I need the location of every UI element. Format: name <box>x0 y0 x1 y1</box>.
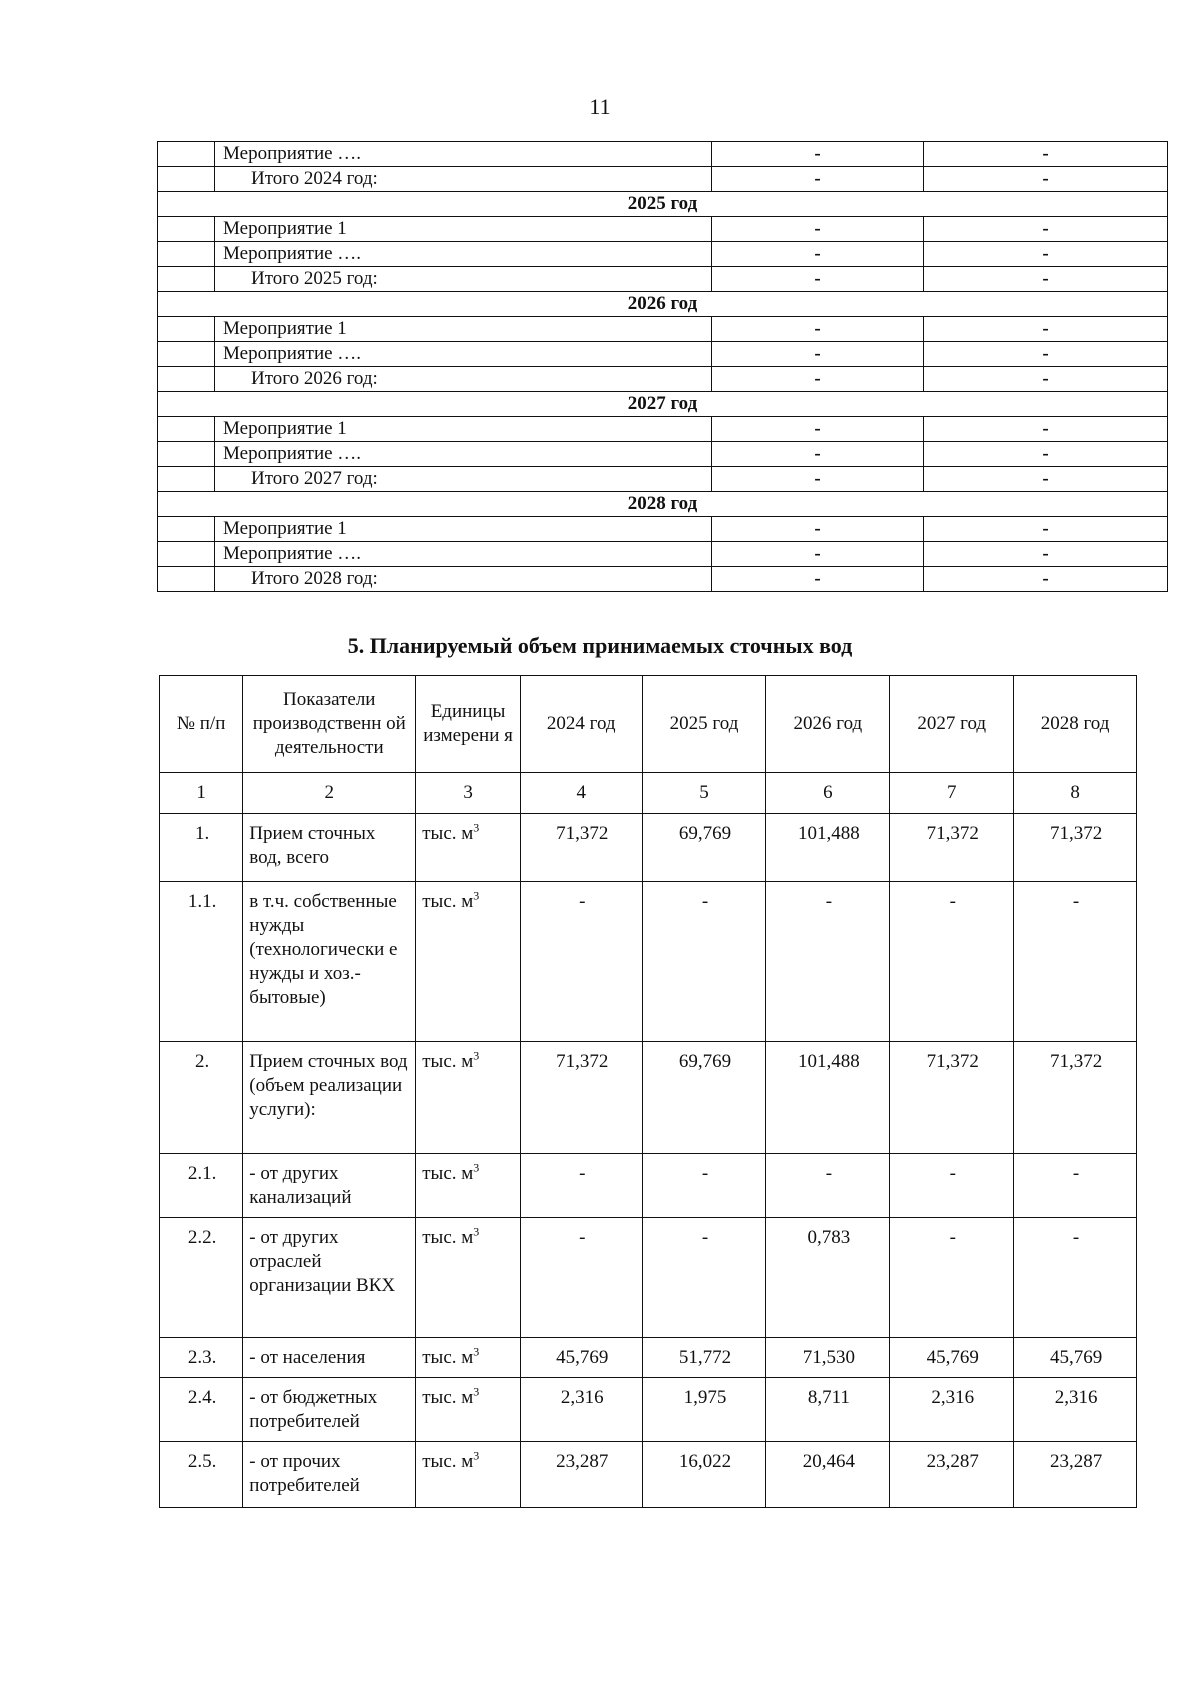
row-number-cell <box>158 217 215 242</box>
unit-text: тыс. м <box>422 1227 474 1248</box>
row-number-cell <box>158 142 215 167</box>
value-cell: 45,769 <box>520 1338 642 1378</box>
value-cell: 71,372 <box>520 814 642 882</box>
value-cell: - <box>1014 1218 1137 1338</box>
value-cell: 23,287 <box>520 1442 642 1508</box>
unit-exponent: 3 <box>473 820 480 835</box>
value-cell: - <box>924 267 1168 292</box>
value-cell: - <box>924 217 1168 242</box>
measure-label: Мероприятие 1 <box>215 217 712 242</box>
value-cell: - <box>890 882 1014 1042</box>
indicator-name: в т.ч. собственные нужды (технологически е нужды и хоз.- бытовые) <box>243 882 416 1042</box>
plan-row <box>158 317 1168 342</box>
table-row <box>160 1218 1137 1338</box>
unit-exponent: 3 <box>473 1160 480 1175</box>
value-cell: 2,316 <box>890 1378 1014 1442</box>
value-cell: - <box>712 242 924 267</box>
row-number: 1.1. <box>160 882 243 1042</box>
column-index: 4 <box>520 773 642 814</box>
value-cell: 23,287 <box>890 1442 1014 1508</box>
column-index: 7 <box>890 773 1014 814</box>
value-cell: - <box>924 242 1168 267</box>
unit-cell <box>416 1442 521 1508</box>
plan-row <box>158 242 1168 267</box>
value-cell: 101,488 <box>766 814 890 882</box>
plan-row <box>158 342 1168 367</box>
value-cell: 101,488 <box>766 1042 890 1154</box>
value-cell: 69,769 <box>642 1042 766 1154</box>
value-cell: - <box>642 1154 766 1218</box>
plan-table-body <box>158 142 1168 592</box>
total-label: Итого 2024 год: <box>215 167 712 192</box>
plan-row <box>158 142 1168 167</box>
plan-row <box>158 367 1168 392</box>
column-header: 2026 год <box>766 676 890 773</box>
row-number: 2.1. <box>160 1154 243 1218</box>
measure-label: Мероприятие …. <box>215 442 712 467</box>
row-number-cell <box>158 442 215 467</box>
plan-row <box>158 467 1168 492</box>
unit-cell <box>416 1338 521 1378</box>
row-number: 2.2. <box>160 1218 243 1338</box>
plan-row <box>158 167 1168 192</box>
value-cell: - <box>712 517 924 542</box>
year-row <box>158 192 1168 217</box>
unit-text: тыс. м <box>422 1163 474 1184</box>
value-cell: - <box>924 442 1168 467</box>
table-row <box>160 1338 1137 1378</box>
plan-row <box>158 517 1168 542</box>
column-header: 2025 год <box>642 676 766 773</box>
row-number-cell <box>158 342 215 367</box>
row-number-cell <box>158 167 215 192</box>
value-cell: - <box>712 342 924 367</box>
value-cell: - <box>924 517 1168 542</box>
value-cell: - <box>712 267 924 292</box>
plan-row <box>158 217 1168 242</box>
plan-row <box>158 542 1168 567</box>
measure-label: Мероприятие …. <box>215 242 712 267</box>
unit-cell <box>416 1378 521 1442</box>
unit-cell <box>416 882 521 1042</box>
value-cell: - <box>924 542 1168 567</box>
measure-label: Мероприятие …. <box>215 542 712 567</box>
table-row <box>160 1442 1137 1508</box>
unit-text: тыс. м <box>422 1051 474 1072</box>
value-cell: - <box>924 142 1168 167</box>
unit-cell <box>416 1154 521 1218</box>
year-heading: 2025 год <box>158 192 1168 217</box>
indicator-name: - от прочих потребителей <box>243 1442 416 1508</box>
row-number-cell <box>158 467 215 492</box>
header-row <box>160 676 1137 773</box>
unit-exponent: 3 <box>473 1224 480 1239</box>
plan-row <box>158 567 1168 592</box>
plan-row <box>158 442 1168 467</box>
table-row <box>160 1378 1137 1442</box>
total-label: Итого 2026 год: <box>215 367 712 392</box>
value-cell: 69,769 <box>642 814 766 882</box>
volume-table <box>159 675 1137 1508</box>
value-cell: 71,372 <box>890 814 1014 882</box>
value-cell: - <box>712 542 924 567</box>
value-cell: - <box>520 1154 642 1218</box>
row-number: 2.5. <box>160 1442 243 1508</box>
section-title: 5. Планируемый объем принимаемых сточных вод <box>347 633 853 658</box>
unit-text: тыс. м <box>422 823 474 844</box>
value-cell: 16,022 <box>642 1442 766 1508</box>
plan-table <box>157 141 1168 592</box>
value-cell: 2,316 <box>520 1378 642 1442</box>
column-index: 6 <box>766 773 890 814</box>
value-cell: - <box>712 417 924 442</box>
row-number-cell <box>158 317 215 342</box>
table-row <box>160 1042 1137 1154</box>
unit-cell <box>416 814 521 882</box>
table-row <box>160 814 1137 882</box>
unit-exponent: 3 <box>473 888 480 903</box>
year-row <box>158 292 1168 317</box>
value-cell: - <box>1014 1154 1137 1218</box>
value-cell: - <box>642 882 766 1042</box>
value-cell: - <box>712 167 924 192</box>
row-number: 2. <box>160 1042 243 1154</box>
indicator-name: Прием сточных вод (объем реализации услуги): <box>243 1042 416 1154</box>
value-cell: 23,287 <box>1014 1442 1137 1508</box>
unit-exponent: 3 <box>473 1384 480 1399</box>
value-cell: - <box>712 142 924 167</box>
indicator-name: - от населения <box>243 1338 416 1378</box>
unit-exponent: 3 <box>473 1448 480 1463</box>
year-heading: 2027 год <box>158 392 1168 417</box>
column-header: № п/п <box>160 676 243 773</box>
column-header: 2027 год <box>890 676 1014 773</box>
measure-label: Мероприятие 1 <box>215 317 712 342</box>
value-cell: 45,769 <box>1014 1338 1137 1378</box>
plan-row <box>158 267 1168 292</box>
column-header: Показатели производственн ой деятельности <box>243 676 416 773</box>
value-cell: - <box>924 367 1168 392</box>
value-cell: - <box>1014 882 1137 1042</box>
page-number: 11 <box>589 94 611 119</box>
total-label: Итого 2027 год: <box>215 467 712 492</box>
column-index: 1 <box>160 773 243 814</box>
total-label: Итого 2025 год: <box>215 267 712 292</box>
measure-label: Мероприятие …. <box>215 342 712 367</box>
index-row <box>160 773 1137 814</box>
value-cell: - <box>520 1218 642 1338</box>
value-cell: - <box>642 1218 766 1338</box>
value-cell: 8,711 <box>766 1378 890 1442</box>
value-cell: 2,316 <box>1014 1378 1137 1442</box>
unit-cell <box>416 1218 521 1338</box>
unit-exponent: 3 <box>473 1344 480 1359</box>
indicator-name: Прием сточных вод, всего <box>243 814 416 882</box>
column-index: 8 <box>1014 773 1137 814</box>
value-cell: - <box>712 217 924 242</box>
table-row <box>160 1154 1137 1218</box>
value-cell: 45,769 <box>890 1338 1014 1378</box>
table-row <box>160 882 1137 1042</box>
row-number: 2.4. <box>160 1378 243 1442</box>
measure-label: Мероприятие …. <box>215 142 712 167</box>
value-cell: - <box>766 1154 890 1218</box>
column-index: 2 <box>243 773 416 814</box>
column-header: Единицы измерени я <box>416 676 521 773</box>
value-cell: - <box>712 442 924 467</box>
value-cell: 71,530 <box>766 1338 890 1378</box>
value-cell: 20,464 <box>766 1442 890 1508</box>
column-header: 2028 год <box>1014 676 1137 773</box>
value-cell: 71,372 <box>890 1042 1014 1154</box>
row-number-cell <box>158 242 215 267</box>
value-cell: - <box>890 1154 1014 1218</box>
measure-label: Мероприятие 1 <box>215 417 712 442</box>
unit-exponent: 3 <box>473 1048 480 1063</box>
value-cell: - <box>712 467 924 492</box>
value-cell: - <box>924 417 1168 442</box>
value-cell: - <box>712 317 924 342</box>
row-number-cell <box>158 517 215 542</box>
value-cell: - <box>924 467 1168 492</box>
volume-table-body <box>160 676 1137 1508</box>
row-number-cell <box>158 567 215 592</box>
unit-text: тыс. м <box>422 1347 474 1368</box>
row-number-cell <box>158 417 215 442</box>
row-number-cell <box>158 542 215 567</box>
row-number-cell <box>158 267 215 292</box>
unit-text: тыс. м <box>422 1387 474 1408</box>
column-header: 2024 год <box>520 676 642 773</box>
value-cell: - <box>924 317 1168 342</box>
value-cell: 71,372 <box>520 1042 642 1154</box>
value-cell: - <box>766 882 890 1042</box>
indicator-name: - от других отраслей организации ВКХ <box>243 1218 416 1338</box>
value-cell: - <box>890 1218 1014 1338</box>
value-cell: - <box>712 367 924 392</box>
row-number: 1. <box>160 814 243 882</box>
unit-cell <box>416 1042 521 1154</box>
column-index: 5 <box>642 773 766 814</box>
value-cell: - <box>924 167 1168 192</box>
column-index: 3 <box>416 773 521 814</box>
indicator-name: - от других канализаций <box>243 1154 416 1218</box>
value-cell: - <box>520 882 642 1042</box>
row-number-cell <box>158 367 215 392</box>
value-cell: 51,772 <box>642 1338 766 1378</box>
value-cell: 71,372 <box>1014 1042 1137 1154</box>
value-cell: 71,372 <box>1014 814 1137 882</box>
row-number: 2.3. <box>160 1338 243 1378</box>
unit-text: тыс. м <box>422 891 474 912</box>
plan-row <box>158 417 1168 442</box>
year-heading: 2028 год <box>158 492 1168 517</box>
year-row <box>158 392 1168 417</box>
value-cell: 0,783 <box>766 1218 890 1338</box>
unit-text: тыс. м <box>422 1451 474 1472</box>
value-cell: - <box>924 342 1168 367</box>
value-cell: - <box>924 567 1168 592</box>
year-heading: 2026 год <box>158 292 1168 317</box>
indicator-name: - от бюджетных потребителей <box>243 1378 416 1442</box>
year-row <box>158 492 1168 517</box>
total-label: Итого 2028 год: <box>215 567 712 592</box>
value-cell: 1,975 <box>642 1378 766 1442</box>
measure-label: Мероприятие 1 <box>215 517 712 542</box>
value-cell: - <box>712 567 924 592</box>
